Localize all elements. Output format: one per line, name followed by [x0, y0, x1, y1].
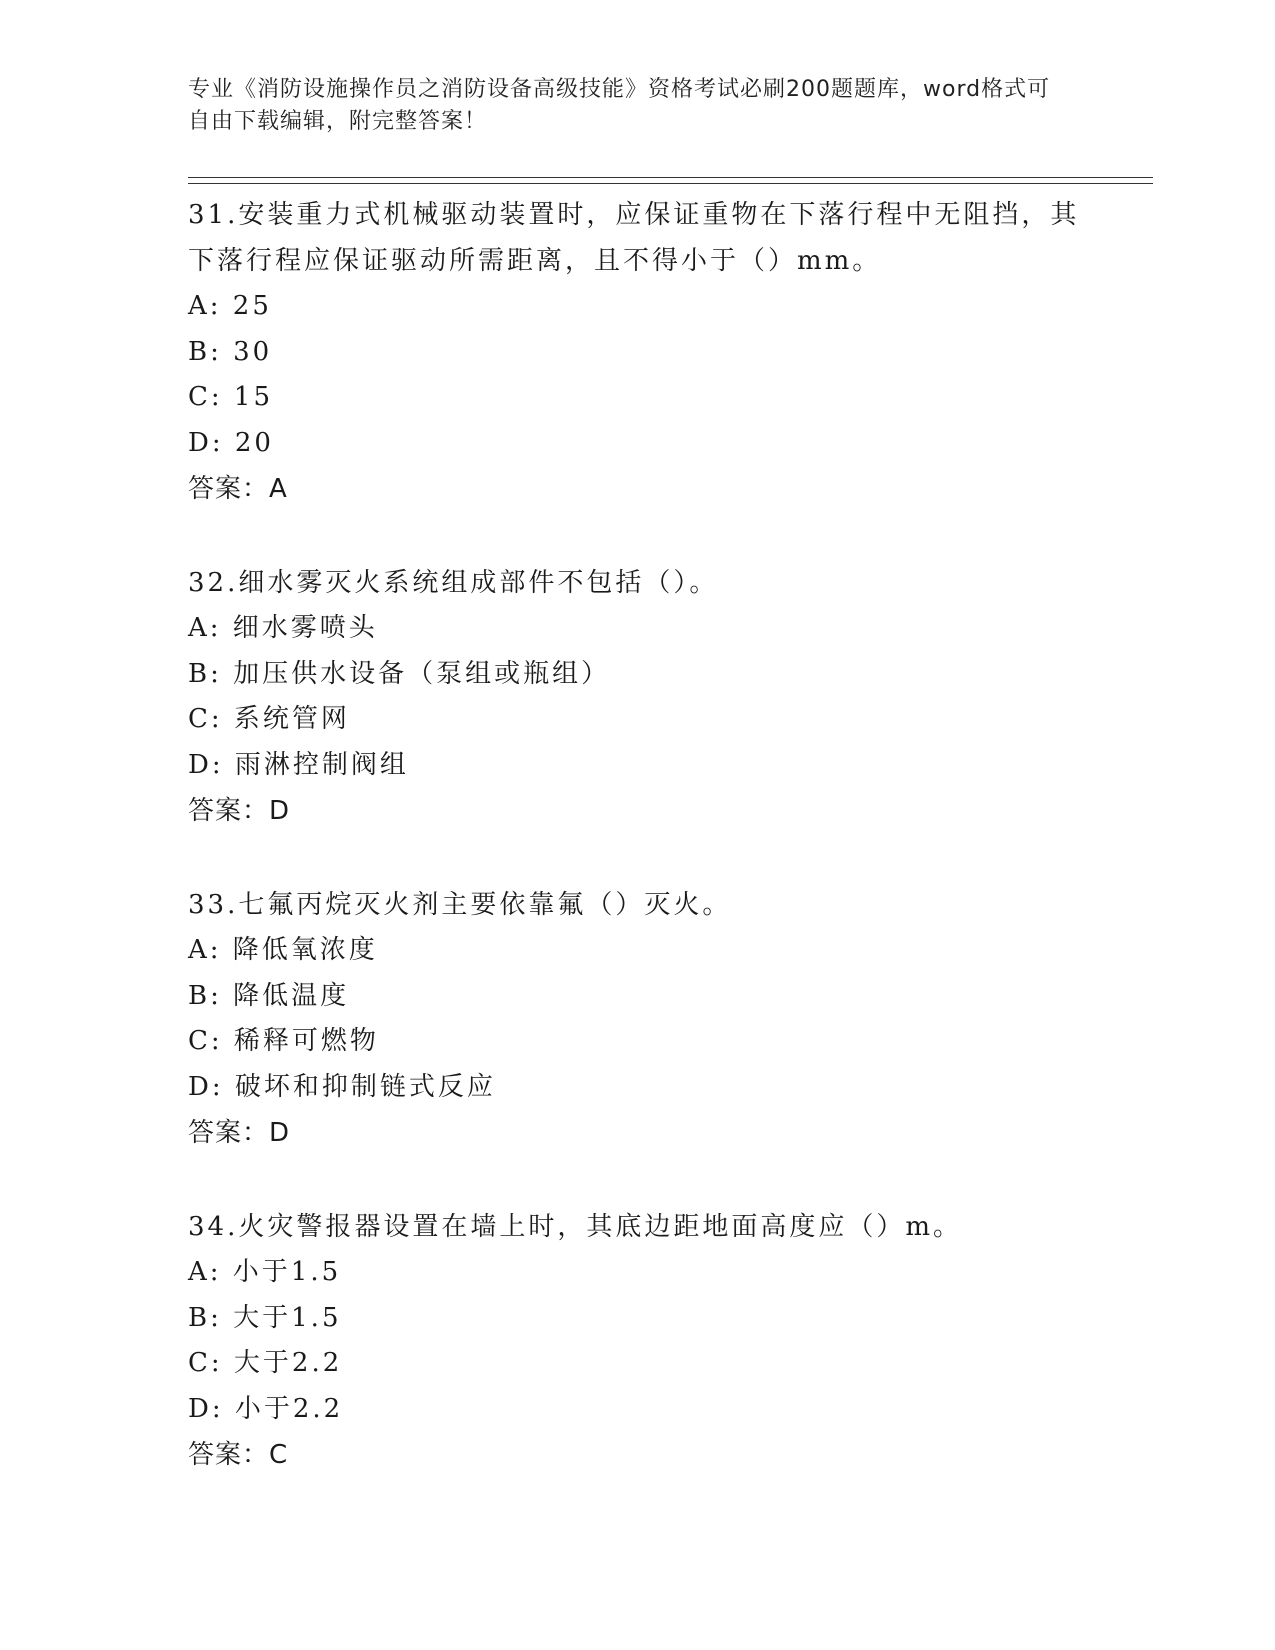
option-d: D: 雨淋控制阀组 — [188, 749, 409, 780]
document-header: 专业《消防设施操作员之消防设备高级技能》资格考试必刷200题题库，word格式可自由下载编辑，附完整答案！ — [188, 77, 1051, 134]
option-d: D: 小于2.2 — [188, 1393, 344, 1424]
answer-line: 答案：C — [188, 1440, 289, 1470]
answer-line: 答案：D — [188, 796, 291, 826]
option-d: D: 20 — [188, 427, 274, 458]
option-c: C: 系统管网 — [188, 704, 350, 734]
question-32 — [188, 560, 1088, 834]
header-divider-top — [188, 177, 1153, 178]
option-a: A: 降低氧浓度 — [188, 935, 378, 965]
option-a: A: 小于1.5 — [188, 1257, 342, 1287]
option-a: A: 细水雾喷头 — [188, 613, 378, 643]
option-b: B: 30 — [188, 336, 273, 367]
option-c: C: 稀释可燃物 — [188, 1026, 379, 1056]
option-b: B: 降低温度 — [188, 980, 350, 1011]
question-34 — [188, 1204, 1088, 1478]
option-c: C: 15 — [188, 382, 274, 412]
option-c: C: 大于2.2 — [188, 1348, 343, 1378]
answer-line: 答案：A — [188, 474, 288, 504]
question-list — [188, 192, 1088, 1526]
question-31 — [188, 192, 1088, 512]
question-text: 33.七氟丙烷灭火剂主要依靠氟（）灭火。 — [188, 890, 732, 920]
option-d: D: 破坏和抑制链式反应 — [188, 1071, 496, 1102]
header-divider-bottom — [188, 183, 1153, 184]
question-text: 31.安装重力式机械驱动装置时，应保证重物在下落行程中无阻挡，其下落行程应保证驱动所需距离，且不得小于（）mm。 — [188, 200, 1080, 276]
option-b: B: 大于1.5 — [188, 1302, 342, 1333]
question-text: 32.细水雾灭火系统组成部件不包括（）。 — [188, 568, 719, 598]
answer-line: 答案：D — [188, 1118, 291, 1148]
question-33 — [188, 882, 1088, 1156]
option-b: B: 加压供水设备（泵组或瓶组） — [188, 658, 611, 689]
option-a: A: 25 — [188, 291, 272, 321]
question-text: 34.火灾警报器设置在墙上时，其底边距地面高度应（）m。 — [188, 1212, 963, 1242]
